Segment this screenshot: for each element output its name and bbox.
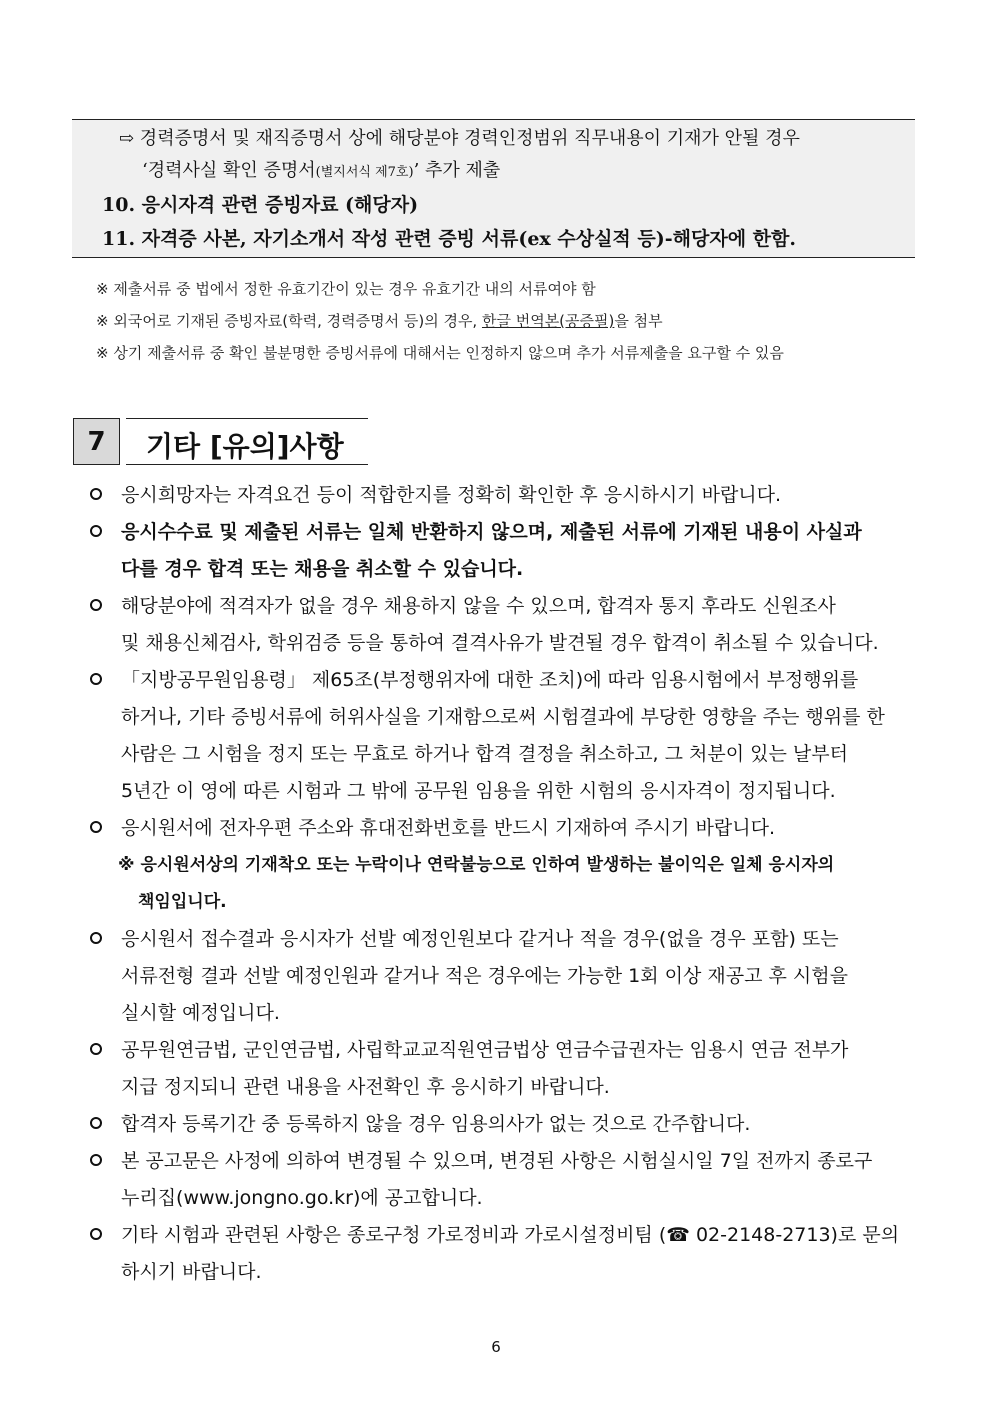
confirm-text-post: ’ 추가 제출	[413, 160, 501, 181]
notice-list	[88, 477, 928, 1291]
circle-bullet-icon	[90, 1117, 102, 1129]
confirm-form-ref: (별지서식 제7호)	[315, 165, 414, 180]
list-item	[88, 921, 928, 1032]
item-line: 응시희망자는 자격요건 등이 적합한지를 정확히 확인한 후 응시하시기 바랍니다.	[121, 484, 782, 506]
item-line: 하시기 바랍니다.	[121, 1261, 262, 1283]
list-item	[88, 588, 928, 662]
circle-bullet-icon	[90, 821, 102, 833]
list-item	[88, 1106, 928, 1143]
item-line: 응시원서 접수결과 응시자가 선발 예정인원보다 같거나 적을 경우(없을 경우 포함) 또는	[121, 928, 839, 950]
circle-bullet-icon	[90, 673, 102, 685]
confirm-text-pre: ‘경력사실 확인 증명서	[142, 160, 316, 181]
item-line: 사람은 그 시험을 정지 또는 무효로 하거나 합격 결정을 취소하고, 그 처분이 있는 날부터	[121, 743, 848, 765]
responsibility-note	[88, 847, 928, 921]
item-line: 응시수수료 및 제출된 서류는 일체 반환하지 않으며, 제출된 서류에 기재된 내용이 사실과	[121, 521, 862, 543]
item-line: 서류전형 결과 선발 예정인원과 같거나 적은 경우에는 가능한 1회 이상 재공고 후 시험을	[121, 965, 848, 987]
circle-bullet-icon	[90, 1228, 102, 1240]
document-item-10: 10. 응시자격 관련 증빙자료 (해당자)	[102, 194, 419, 216]
item-line: 지급 정지되니 관련 내용을 사전확인 후 응시하기 바랍니다.	[121, 1076, 610, 1098]
list-item	[88, 1143, 928, 1217]
item-line: 합격자 등록기간 중 등록하지 않을 경우 임용의사가 없는 것으로 간주합니다.	[121, 1113, 751, 1135]
note-translation-underlined: 한글 번역본(공증필)	[481, 312, 615, 330]
item-line: 및 채용신체검사, 학위검증 등을 통하여 결격사유가 발견될 경우 합격이 취소될 수 있습니다.	[121, 632, 879, 654]
list-item	[88, 1217, 928, 1291]
note-translation-pre: ※ 외국어로 기재된 증빙자료(학력, 경력증명서 등)의 경우,	[96, 312, 482, 330]
note-validity: ※ 제출서류 중 법에서 정한 유효기간이 있는 경우 유효기간 내의 서류여야 함	[96, 280, 596, 298]
item-line: 다를 경우 합격 또는 채용을 취소할 수 있습니다.	[121, 558, 524, 580]
circle-bullet-icon	[90, 1154, 102, 1166]
note-translation	[96, 305, 784, 337]
document-item-11: 11. 자격증 사본, 자기소개서 작성 관련 증빙 서류(ex 수상실적 등)-해당자에 한함.	[102, 228, 796, 250]
item-line: 해당분야에 적격자가 없을 경우 채용하지 않을 수 있으며, 합격자 통지 후라도 신원조사	[121, 595, 836, 617]
submission-documents-box	[72, 119, 915, 258]
item-line: 기타 시험과 관련된 사항은 종로구청 가로정비과 가로시설정비팀 (☎ 02-2148-2713)로 문의	[121, 1224, 900, 1246]
item-line: 하거나, 기타 증빙서류에 허위사실을 기재함으로써 시험결과에 부당한 영향을 주는 행위를 한	[121, 706, 885, 728]
section-number: 7	[73, 418, 120, 465]
section-title: 기타 [유의]사항	[146, 430, 344, 463]
career-confirmation-note	[142, 156, 500, 182]
list-item	[88, 1032, 928, 1106]
note-translation-post: 을 첨부	[614, 312, 663, 330]
circle-bullet-icon	[90, 525, 102, 537]
circle-bullet-icon	[90, 1043, 102, 1055]
circle-bullet-icon	[90, 932, 102, 944]
circle-bullet-icon	[90, 599, 102, 611]
item-line: 5년간 이 영에 따른 시험과 그 밖에 공무원 임용을 위한 시험의 응시자격이 정지됩니다.	[121, 780, 836, 802]
page-number: 6	[491, 1338, 501, 1356]
item-line: 누리집(www.jongno.go.kr)에 공고합니다.	[121, 1187, 483, 1209]
list-item	[88, 662, 928, 810]
item-line: 실시할 예정입니다.	[121, 1002, 280, 1024]
item-line: 응시원서에 전자우편 주소와 휴대전화번호를 반드시 기재하여 주시기 바랍니다.	[121, 817, 775, 839]
item-line: 「지방공무원임용령」 제65조(부정행위자에 대한 조치)에 따라 임용시험에서 부정행위를	[121, 669, 859, 691]
list-item	[88, 477, 928, 514]
list-item	[88, 514, 928, 588]
list-item	[88, 810, 928, 847]
item-line: 공무원연금법, 군인연금법, 사립학교교직원연금법상 연금수급권자는 임용시 연금 전부가	[121, 1039, 849, 1061]
submission-notes	[96, 273, 784, 369]
item-line: 본 공고문은 사정에 의하여 변경될 수 있으며, 변경된 사항은 시험실시일 7일 전까지 종로구	[121, 1150, 873, 1172]
career-certificate-note: ⇨ 경력증명서 및 재직증명서 상에 해당분야 경력인정범위 직무내용이 기재가 안될 경우	[119, 128, 800, 149]
circle-bullet-icon	[90, 488, 102, 500]
note-unclear-documents: ※ 상기 제출서류 중 확인 불분명한 증빙서류에 대해서는 인정하지 않으며 추가 서류제출을 요구할 수 있음	[96, 344, 784, 362]
item-line: ※ 응시원서상의 기재착오 또는 누락이나 연락불능으로 인하여 발생하는 불이익은 일체 응시자의	[118, 855, 835, 875]
item-line: 책임입니다.	[138, 892, 227, 912]
section-heading	[126, 418, 368, 465]
